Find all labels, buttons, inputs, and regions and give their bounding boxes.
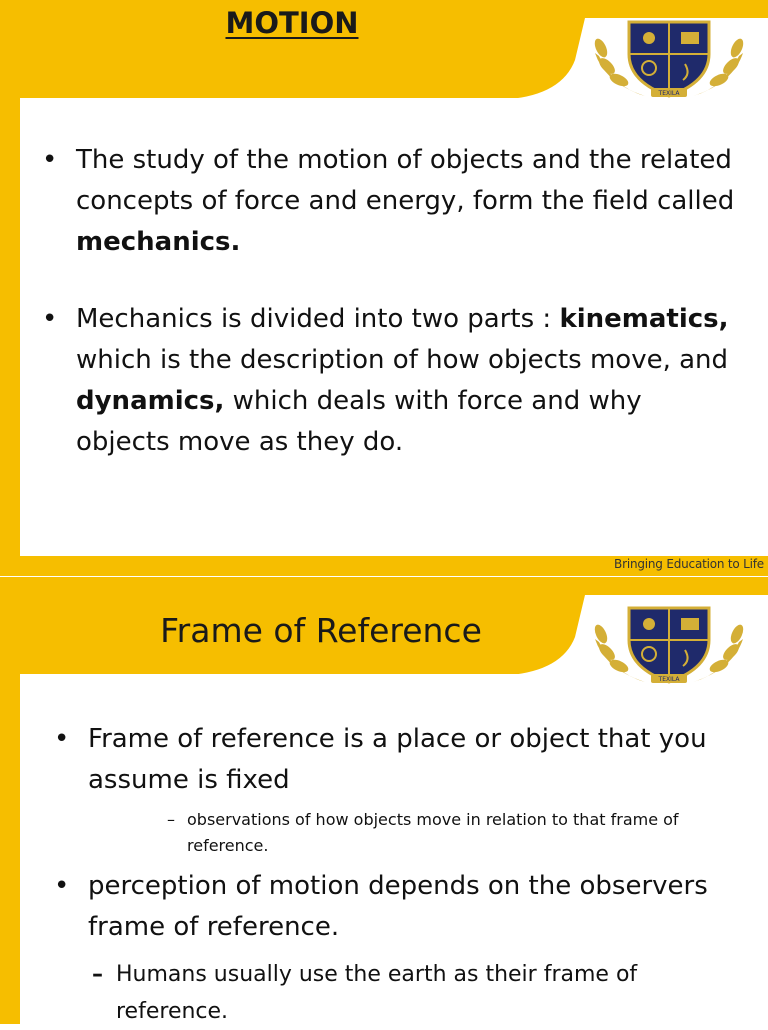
sub-bullet: – observations of how objects move in relation to that frame of reference. <box>167 810 679 855</box>
sub-bullet: – Humans usually use the earth as their frame of reference. <box>92 962 638 1024</box>
texila-logo-icon <box>585 594 753 688</box>
bullet-list <box>54 866 744 948</box>
slide-title: Frame of Reference <box>160 611 482 650</box>
page-title: MOTION <box>225 6 359 40</box>
texila-logo-icon <box>585 8 753 102</box>
bullet-list <box>54 719 744 801</box>
svg-text:TEXILA: TEXILA <box>658 676 680 683</box>
tagline: Bringing Education to Life <box>614 557 764 571</box>
bullet-list <box>42 140 742 499</box>
bullet-item: • perception of motion depends on the observers frame of reference. <box>54 871 708 942</box>
bullet-item: • The study of the motion of objects and the related concepts of force and energy, form the field called mechanics. <box>42 145 735 257</box>
bullet-item: • Frame of reference is a place or object that you assume is fixed <box>54 724 707 795</box>
bullet-item: • Mechanics is divided into two parts : kinematics, which is the description of how objects move, and dynamics, which deals with force and why objects move as they do. <box>42 304 729 457</box>
svg-text:TEXILA: TEXILA <box>658 90 680 97</box>
